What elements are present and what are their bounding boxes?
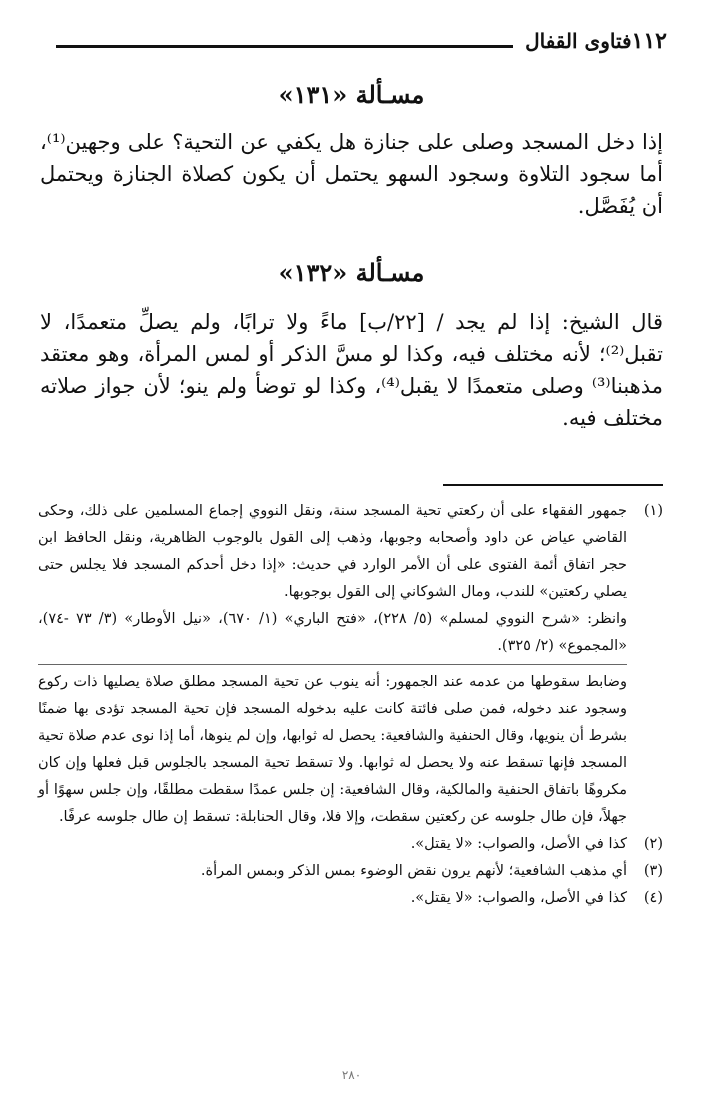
issue-131-paragraph: إذا دخل المسجد وصلى على جنازة هل يكفي عن التحية؟ على وجهين⁽¹⁾، أما سجود التلاوة وسجود السهو يحتمل أن يكون كصلاة الجنازة ويحتمل أن يُفَصَّل. <box>40 130 663 218</box>
footnote-paragraph: وضابط سقوطها من عدمه عند الجمهور: أنه ينوب عن تحية المسجد مطلق صلاة يصليها ذات ركوع وسجود عند دخوله، فمن صلى فائتة كانت عليه بدخوله المسجد فإن تحية المسجد تؤدى بها ضمنًا بشرط أن ينويها، وقال الحنفية والشافعية: يحصل له ثوابها، وإن لم ينوها، أما إذا نوى عدم صلاة تحية المسجد فإنها تسقط عنه ولا يحصل له ثوابها. ولا تسقط تحية المسجد بالجلوس قبل فعلها وإن كان مكروهًا باتفاق الحنفية والمالكية، وقال الشافعية: إن جلس عمدًا سقطت مطلقًا، وإن جلس سهوًا أو جهلاً، فإن طال جلوسه عن ركعتين سقطت، وإلا فلا، وقال الحنابلة: تسقط إن طال جلوسه عرفًا. <box>38 674 627 825</box>
page-number: ١١٢ <box>631 28 667 54</box>
issue-132-paragraph: قال الشيخ: إذا لم يجد / [٢٢/ب] ماءً ولا ترابًا، ولم يصلِّ متعمدًا، لا تقبل⁽²⁾؛ لأنه مختلف فيه، وكذا لو مسَّ الذكر أو لمس المرأة، وهو معتقد مذهبنا⁽³⁾ وصلى متعمدًا لا يقبل⁽⁴⁾، وكذا لو توضأ ولم ينو؛ لأن جواز صلاته مختلف فيه. <box>40 310 663 430</box>
footnote-paragraph: أي مذهب الشافعية؛ لأنهم يرون نقض الوضوء بمس الذكر وبمس المرأة. <box>200 863 627 879</box>
issue-132-heading: مسـألة «١٣٢» <box>278 258 425 287</box>
footnote-separator <box>443 484 663 486</box>
footnote-2 <box>38 831 663 858</box>
footnotes <box>38 498 663 912</box>
book-title: فتاوى القفال <box>525 29 632 53</box>
footnote-number: (١) <box>643 503 663 519</box>
footnote-4 <box>38 885 663 912</box>
issue-132-text <box>40 306 663 434</box>
issue-131-heading: مسـألة «١٣١» <box>278 80 425 109</box>
running-header <box>40 24 667 58</box>
footnote-1 <box>38 498 663 831</box>
footnote-paragraph: كذا في الأصل، والصواب: «لا يقتل». <box>410 890 627 906</box>
footnote-divider <box>38 664 627 665</box>
footnote-number: (٣) <box>643 863 663 879</box>
footnote-number: (٢) <box>643 836 663 852</box>
footnote-paragraph: وانظر: «شرح النووي لمسلم» (٥/ ٢٢٨)، «فتح الباري» (١/ ٦٧٠)، «نيل الأوطار» (٣/ ٧٣ -٧٤)، «المجموع» (٢/ ٣٢٥). <box>38 611 628 654</box>
issue-131-text <box>40 126 663 222</box>
footnote-paragraph: كذا في الأصل، والصواب: «لا يقتل». <box>410 836 627 852</box>
header-rule <box>56 45 513 48</box>
bottom-mark: ٢٨٠ <box>341 1068 362 1082</box>
footnote-paragraph: جمهور الفقهاء على أن ركعتي تحية المسجد سنة، ونقل النووي إجماع المسلمين على ذلك، وحكى القاضي عياض عن داود وأصحابه وجوبها، وذهب إلى القول بالوجوب الظاهرية، ونقل الحافظ ابن حجر اتفاق أئمة الفتوى على أن الأمر الوارد في حديث: «إذا دخل أحدكم المسجد فلا يجلس حتى يصلي ركعتين» للندب، ومال الشوكاني إلى القول بوجوبها. <box>38 503 627 600</box>
footnote-3 <box>38 858 663 885</box>
footnote-number: (٤) <box>643 890 663 906</box>
